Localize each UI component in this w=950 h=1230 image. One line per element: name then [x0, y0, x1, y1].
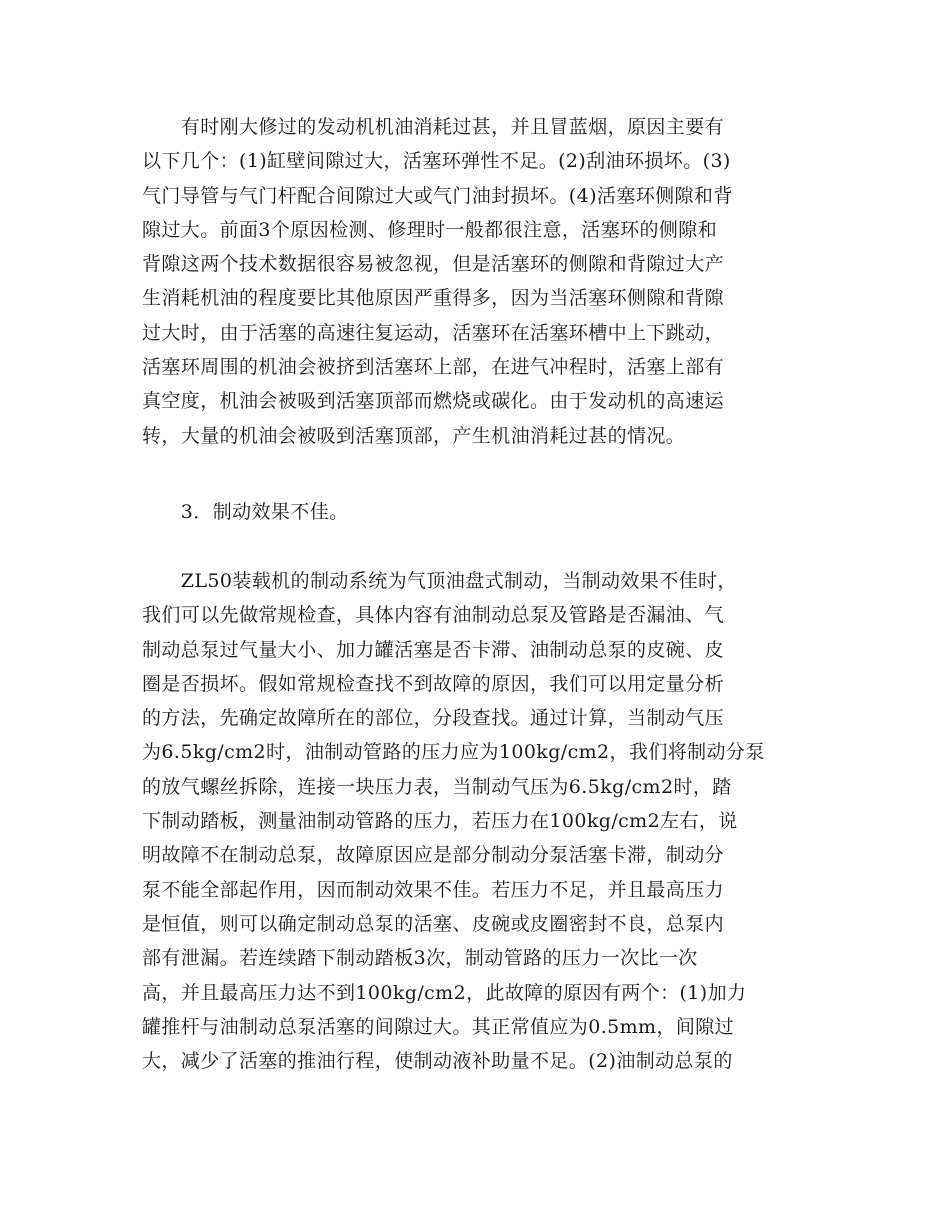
paragraph-line: 部有泄漏。若连续踏下制动踏板3次，制动管路的压力一次比一次	[142, 947, 698, 970]
paragraph-line: ZL50装载机的制动系统为气顶油盘式制动，当制动效果不佳时，	[142, 570, 737, 592]
paragraph-line: 下制动踏板，测量油制动管路的压力，若压力在100kg/cm2左右，说	[142, 810, 738, 833]
paragraph-oil-consumption	[142, 110, 808, 453]
paragraph-line: 为6.5kg/cm2时，油制动管路的压力应为100kg/cm2，我们将制动分泵	[142, 741, 765, 764]
paragraph-line: 我们可以先做常规检查，具体内容有油制动总泵及管路是否漏油、气	[142, 604, 725, 627]
paragraph-line: 过大时，由于活塞的高速往复运动，活塞环在活塞环槽中上下跳动，	[142, 321, 725, 344]
paragraph-line: 的放气螺丝拆除，连接一块压力表，当制动气压为6.5kg/cm2时，踏	[142, 775, 732, 798]
paragraph-line: 背隙这两个技术数据很容易被忽视，但是活塞环的侧隙和背隙过大产	[142, 253, 725, 276]
paragraph-line: 生消耗机油的程度要比其他原因严重得多，因为当活塞环侧隙和背隙	[142, 287, 725, 310]
paragraph-line: 以下几个：(1)缸壁间隙过大，活塞环弹性不足。(2)刮油环损坏。(3)	[142, 150, 731, 173]
paragraph-line: 罐推杆与油制动总泵活塞的间隙过大。其正常值应为0.5mm，间隙过	[142, 1015, 735, 1038]
paragraph-line: 活塞环周围的机油会被挤到活塞环上部，在进气冲程时，活塞上部有	[142, 356, 725, 379]
paragraph-brake-system	[142, 564, 808, 1078]
section-heading	[142, 495, 808, 529]
paragraph-line: 有时刚大修过的发动机机油消耗过甚，并且冒蓝烟，原因主要有	[142, 116, 725, 138]
paragraph-line: 大，减少了活塞的推油行程，使制动液补助量不足。(2)油制动总泵的	[142, 1050, 733, 1073]
paragraph-line: 真空度，机油会被吸到活塞顶部而燃烧或碳化。由于发动机的高速运	[142, 390, 725, 413]
paragraph-line: 制动总泵过气量大小、加力罐活塞是否卡滞、油制动总泵的皮碗、皮	[142, 638, 725, 661]
paragraph-line: 转，大量的机油会被吸到活塞顶部，产生机油消耗过甚的情况。	[142, 424, 686, 447]
paragraph-line: 圈是否损坏。假如常规检查找不到故障的原因，我们可以用定量分析	[142, 672, 725, 695]
paragraph-line: 的方法，先确定故障所在的部位，分段查找。通过计算，当制动气压	[142, 707, 725, 730]
section-heading-text: 3．制动效果不佳。	[142, 501, 349, 523]
paragraph-line: 泵不能全部起作用，因而制动效果不佳。若压力不足，并且最高压力	[142, 878, 725, 901]
paragraph-line: 气门导管与气门杆配合间隙过大或气门油封损坏。(4)活塞环侧隙和背	[142, 184, 733, 207]
paragraph-line: 高，并且最高压力达不到100kg/cm2，此故障的原因有两个：(1)加力	[142, 981, 747, 1004]
paragraph-line: 明故障不在制动总泵，故障原因应是部分制动分泵活塞卡滞，制动分	[142, 844, 725, 867]
paragraph-line: 隙过大。前面3个原因检测、修理时一般都很注意，活塞环的侧隙和	[142, 218, 718, 241]
paragraph-line: 是恒值，则可以确定制动总泵的活塞、皮碗或皮圈密封不良，总泵内	[142, 912, 725, 935]
